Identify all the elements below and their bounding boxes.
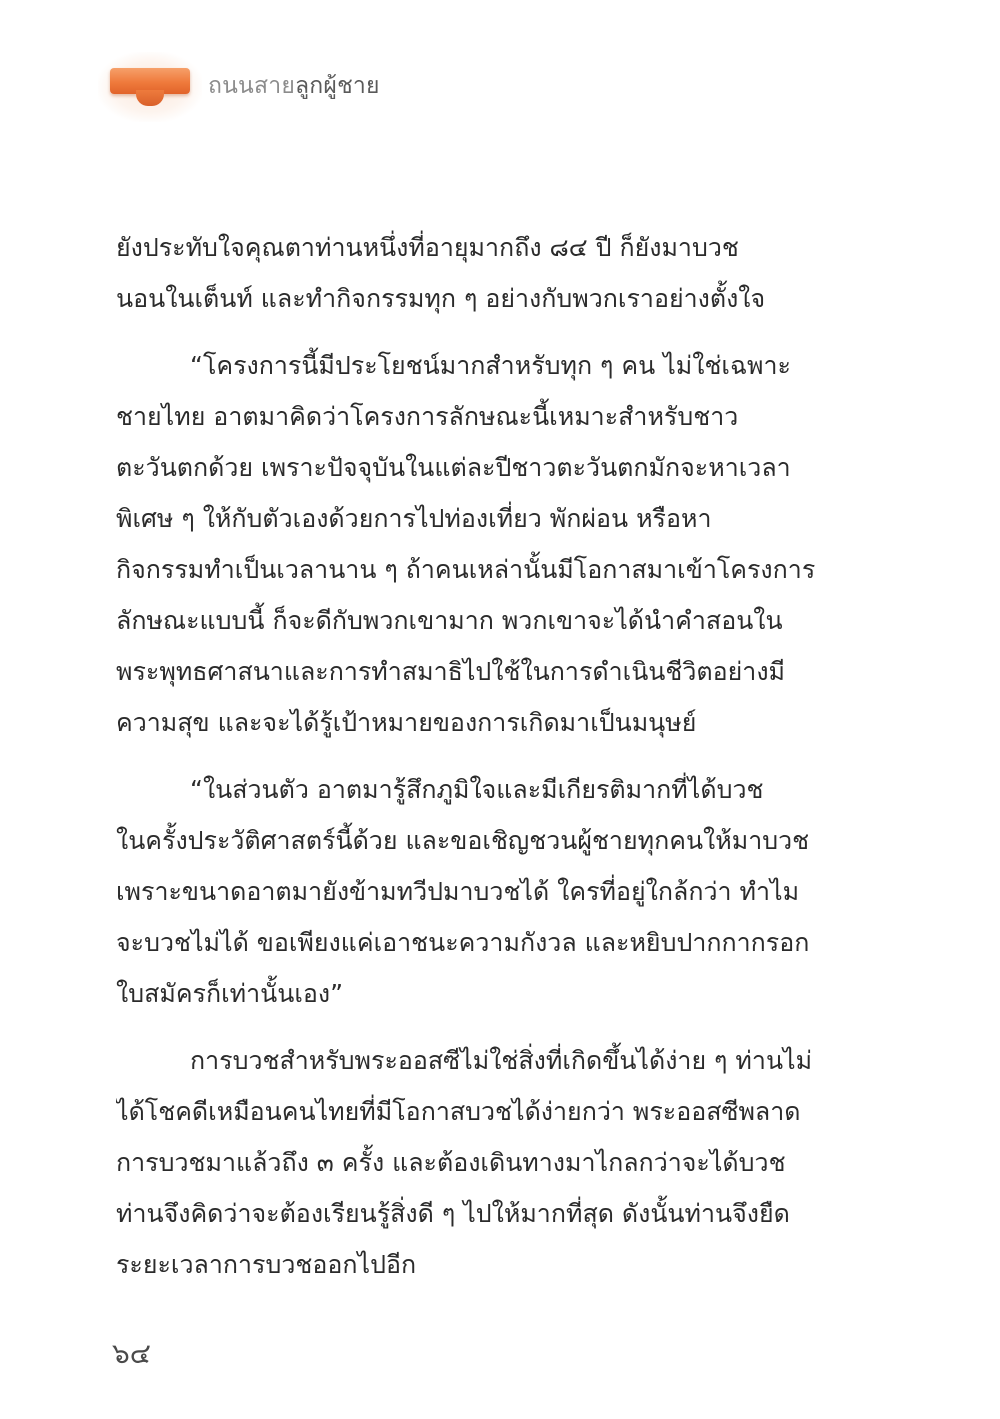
series-title-part1: ถนนสาย [208, 73, 296, 99]
series-title-part2: ลูกผู้ชาย [295, 73, 380, 99]
text-line: ในครั้งประวัติศาสตร์นี้ด้วย และขอเชิญชวนผู้ชายทุกคนให้มาบวช [116, 826, 810, 855]
text-line: ท่านจึงคิดว่าจะต้องเรียนรู้สิ่งดี ๆ ไปให้มากที่สุด ดังนั้นท่านจึงยืด [116, 1199, 790, 1228]
text-line: ได้โชคดีเหมือนคนไทยที่มีโอกาสบวชได้ง่ายกว่า พระออสซีพลาด [116, 1097, 801, 1126]
text-line: ระยะเวลาการบวชออกไปอีก [116, 1250, 417, 1279]
paragraph-3 [116, 764, 830, 1019]
text-line: ยังประทับใจคุณตาท่านหนึ่งที่อายุมากถึง ๘๔ ปี ก็ยังมาบวช [116, 233, 739, 262]
text-line: ลักษณะแบบนี้ ก็จะดีกับพวกเขามาก พวกเขาจะได้นำคำสอนใน [116, 606, 783, 635]
orange-pedestal-icon [98, 46, 202, 126]
page-number: ๖๔ [112, 1337, 151, 1370]
series-title [208, 68, 380, 104]
text-line: นอนในเต็นท์ และทำกิจกรรมทุก ๆ อย่างกับพวกเราอย่างตั้งใจ [116, 284, 766, 313]
paragraph-4 [116, 1035, 830, 1290]
text-line: พระพุทธศาสนาและการทำสมาธิไปใช้ในการดำเนินชีวิตอย่างมี [116, 657, 786, 686]
text-line: ชายไทย อาตมาคิดว่าโครงการลักษณะนี้เหมาะสำหรับชาว [116, 402, 739, 431]
text-line: จะบวชไม่ได้ ขอเพียงแค่เอาชนะความกังวล และหยิบปากกากรอก [116, 928, 810, 957]
text-line: ใบสมัครก็เท่านั้นเอง” [116, 979, 344, 1008]
text-line: ตะวันตกด้วย เพราะปัจจุบันในแต่ละปีชาวตะวันตกมักจะหาเวลา [116, 453, 791, 482]
text-line: “ในส่วนตัว อาตมารู้สึกภูมิใจและมีเกียรติมากที่ได้บวช [190, 775, 764, 804]
text-line: เพราะขนาดอาตมายังข้ามทวีปมาบวชได้ ใครที่อยู่ใกล้กว่า ทำไม [116, 877, 800, 906]
text-line: “โครงการนี้มีประโยชน์มากสำหรับทุก ๆ คน ไม่ใช่เฉพาะ [190, 351, 791, 380]
text-line: การบวชมาแล้วถึง ๓ ครั้ง และต้องเดินทางมาไกลกว่าจะได้บวช [116, 1148, 786, 1177]
text-line: การบวชสำหรับพระออสซีไม่ใช่สิ่งที่เกิดขึ้นได้ง่าย ๆ ท่านไม่ [190, 1046, 813, 1075]
body-text [116, 222, 830, 1290]
paragraph-1 [116, 222, 830, 324]
running-header [98, 46, 380, 126]
text-line: พิเศษ ๆ ให้กับตัวเองด้วยการไปท่องเที่ยว พักผ่อน หรือหา [116, 504, 712, 533]
text-line: ความสุข และจะได้รู้เป้าหมายของการเกิดมาเป็นมนุษย์ [116, 708, 697, 737]
text-line: กิจกรรมทำเป็นเวลานาน ๆ ถ้าคนเหล่านั้นมีโอกาสมาเข้าโครงการ [116, 555, 816, 584]
paragraph-2 [116, 340, 830, 748]
